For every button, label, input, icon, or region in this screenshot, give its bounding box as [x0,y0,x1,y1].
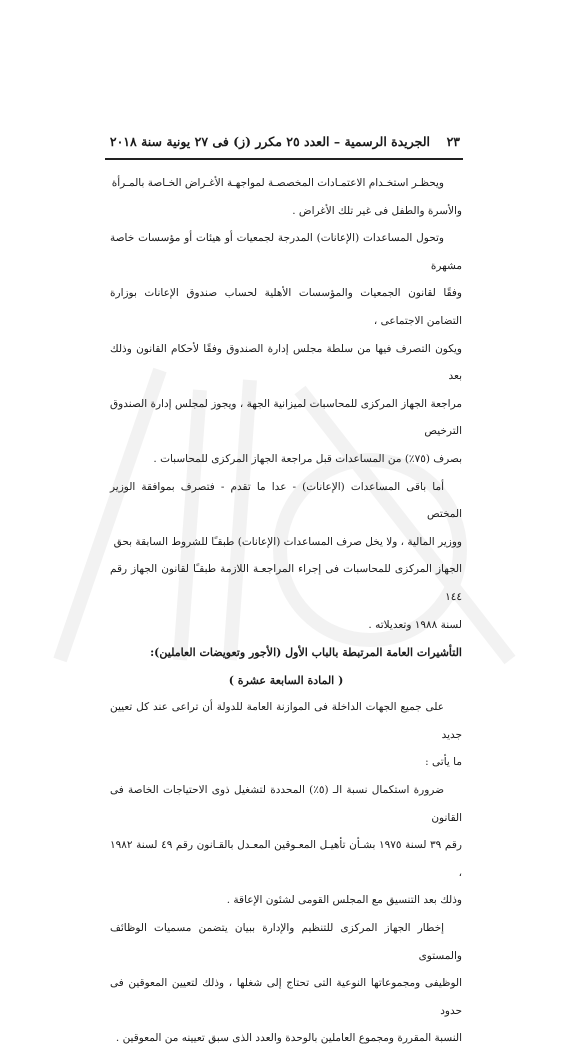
body-line: الجهاز المركزى للمحاسبات فى إجراء المراجعـة اللازمة طبقـًا لقانون الجهاز رقم ١٤٤ [110,563,462,603]
body-line: النسبة المقررة ومجموع العاملين بالوحدة والعدد الذى سبق تعيينه من المعوقين . [115,1032,462,1045]
article-title: ( المادة السابعة عشرة ) [228,673,344,687]
body-line: وذلك بعد التنسيق مع المجلس القومى لشئون الإعاقة . [226,894,462,907]
body-line: ضرورة استكمال نسبة الـ (٥٪) المحددة لتشغيل ذوى الاحتياجات الخاصة فى القانون [110,784,462,824]
body-line: وتحول المساعدات (الإعانات) المدرجة لجمعيات أو هيئات أو مؤسسات خاصة مشهرة [110,232,462,272]
body-line: ووزير المالية ، ولا يخل صرف المساعدات (الإعانات) طبقـًا للشروط السابقة بحق [113,535,462,548]
body-line: الوظيفى ومجموعاتها النوعية التى تحتاج إلى شغلها ، وذلك لتعيين المعوقين فى حدود [110,977,462,1017]
header-divider [105,158,463,160]
body-line: أما باقى المساعدات (الإعانات) - عدا ما تقدم - فتصرف بموافقة الوزير المختص [110,480,462,521]
body-line: والأسرة والطفل فى غير تلك الأغراض . [292,204,462,217]
body-line: ويكون التصرف فيها من سلطة مجلس إدارة الصندوق وفقًا لأحكام القانون وذلك بعد [110,342,462,383]
body-line: وفقًا لقانون الجمعيات والمؤسسات الأهلية لحساب صندوق الإعانات بوزارة التضامن الاجتماعى ، [110,287,462,327]
body-line: على جميع الجهات الداخلة فى الموازنة العامة للدولة أن تراعى عند كل تعيين جديد [110,701,462,741]
body-line: لسنة ١٩٨٨ وتعديلاته . [368,618,462,631]
running-title: الجريدة الرسمية – العدد ٢٥ مكرر (ز) فى ٢٧ يونية سنة ٢٠١٨ [109,133,430,149]
body-line: رقم ٣٩ لسنة ١٩٧٥ بشـأن تأهيـل المعـوقين المعـدل بالقـانون رقم ٤٩ لسنة ١٩٨٢ ، [110,839,462,879]
body-line: مراجعة الجهاز المركزى للمحاسبات لميزانية الجهة ، ويجوز لمجلس إدارة الصندوق الترخيص [110,397,462,438]
body-line: ما يأتى : [425,756,462,769]
page-number: ٢٣ [446,133,460,149]
section-heading: التأشيرات العامة المرتبطة بالباب الأول (الأجور وتعويضات العاملين): [150,646,462,660]
document-body [110,170,462,1053]
body-line: بصرف (٧٥٪) من المساعدات قبل مراجعة الجهاز المركزى للمحاسبات . [153,452,462,465]
body-line: ويحظـر استخـدام الاعتمـادات المخصصـة لمواجهـة الأغـراض الخـاصة بالمـرأة [111,177,444,189]
page-header [105,128,460,154]
body-line: إخطار الجهاز المركزى للتنظيم والإدارة ببيان يتضمن مسميات الوظائف والمستوى [110,922,462,962]
